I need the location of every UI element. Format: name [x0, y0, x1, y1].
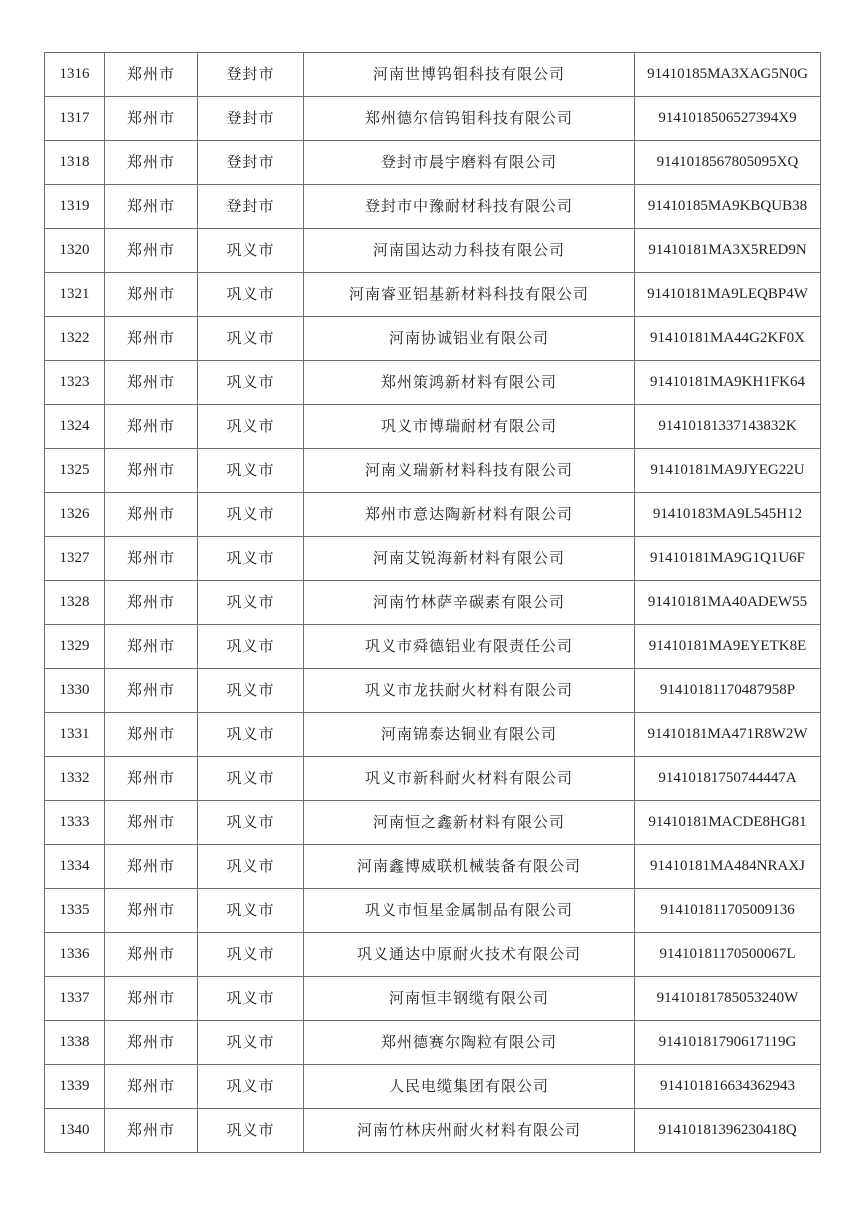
city-cell: 郑州市 — [105, 1109, 198, 1153]
company-name-cell: 河南国达动力科技有限公司 — [304, 229, 635, 273]
county-cell: 巩义市 — [198, 361, 304, 405]
credit-code-cell: 91410181170500067L — [635, 933, 821, 977]
row-number-cell: 1316 — [45, 53, 105, 97]
table-row — [45, 1021, 821, 1065]
city-cell: 郑州市 — [105, 317, 198, 361]
company-name-cell: 河南恒之鑫新材料有限公司 — [304, 801, 635, 845]
city-cell: 郑州市 — [105, 53, 198, 97]
county-cell: 巩义市 — [198, 581, 304, 625]
credit-code-cell: 91410181MACDE8HG81 — [635, 801, 821, 845]
city-cell: 郑州市 — [105, 361, 198, 405]
company-name-cell: 河南协诚铝业有限公司 — [304, 317, 635, 361]
row-number-cell: 1335 — [45, 889, 105, 933]
company-name-cell: 郑州市意达陶新材料有限公司 — [304, 493, 635, 537]
credit-code-cell: 914101816634362943 — [635, 1065, 821, 1109]
company-name-cell: 河南竹林庆州耐火材料有限公司 — [304, 1109, 635, 1153]
company-name-cell: 郑州德赛尔陶粒有限公司 — [304, 1021, 635, 1065]
city-cell: 郑州市 — [105, 801, 198, 845]
table-row — [45, 977, 821, 1021]
company-name-cell: 郑州德尔信钨钼科技有限公司 — [304, 97, 635, 141]
credit-code-cell: 91410185MA9KBQUB38 — [635, 185, 821, 229]
county-cell: 巩义市 — [198, 229, 304, 273]
city-cell: 郑州市 — [105, 757, 198, 801]
credit-code-cell: 91410181790617119G — [635, 1021, 821, 1065]
row-number-cell: 1334 — [45, 845, 105, 889]
credit-code-cell: 91410181MA3X5RED9N — [635, 229, 821, 273]
credit-code-cell: 91410181750744447A — [635, 757, 821, 801]
credit-code-cell: 91410181MA44G2KF0X — [635, 317, 821, 361]
table-row — [45, 757, 821, 801]
city-cell: 郑州市 — [105, 405, 198, 449]
company-name-cell: 巩义市新科耐火材料有限公司 — [304, 757, 635, 801]
row-number-cell: 1324 — [45, 405, 105, 449]
table-row — [45, 1109, 821, 1153]
credit-code-cell: 91410181MA9G1Q1U6F — [635, 537, 821, 581]
row-number-cell: 1328 — [45, 581, 105, 625]
company-name-cell: 巩义市恒星金属制品有限公司 — [304, 889, 635, 933]
credit-code-cell: 91410181337143832K — [635, 405, 821, 449]
table-row — [45, 229, 821, 273]
city-cell: 郑州市 — [105, 845, 198, 889]
county-cell: 巩义市 — [198, 1065, 304, 1109]
county-cell: 登封市 — [198, 97, 304, 141]
county-cell: 巩义市 — [198, 801, 304, 845]
city-cell: 郑州市 — [105, 185, 198, 229]
credit-code-cell: 91410181MA9EYETK8E — [635, 625, 821, 669]
county-cell: 巩义市 — [198, 977, 304, 1021]
company-name-cell: 巩义市博瑞耐材有限公司 — [304, 405, 635, 449]
table-row — [45, 1065, 821, 1109]
county-cell: 巩义市 — [198, 933, 304, 977]
county-cell: 巩义市 — [198, 889, 304, 933]
credit-code-cell: 91410183MA9L545H12 — [635, 493, 821, 537]
company-name-cell: 登封市晨宇磨料有限公司 — [304, 141, 635, 185]
credit-code-cell: 91410181MA40ADEW55 — [635, 581, 821, 625]
table-row — [45, 801, 821, 845]
city-cell: 郑州市 — [105, 1021, 198, 1065]
credit-code-cell: 91410181MA9JYEG22U — [635, 449, 821, 493]
company-name-cell: 河南鑫博威联机械装备有限公司 — [304, 845, 635, 889]
company-list-table — [44, 52, 821, 1153]
credit-code-cell: 91410181MA9KH1FK64 — [635, 361, 821, 405]
credit-code-cell: 91410181170487958P — [635, 669, 821, 713]
row-number-cell: 1323 — [45, 361, 105, 405]
city-cell: 郑州市 — [105, 625, 198, 669]
county-cell: 巩义市 — [198, 845, 304, 889]
table-row — [45, 889, 821, 933]
row-number-cell: 1338 — [45, 1021, 105, 1065]
company-name-cell: 人民电缆集团有限公司 — [304, 1065, 635, 1109]
company-name-cell: 河南义瑞新材料科技有限公司 — [304, 449, 635, 493]
table-row — [45, 625, 821, 669]
county-cell: 巩义市 — [198, 625, 304, 669]
table-row — [45, 141, 821, 185]
city-cell: 郑州市 — [105, 97, 198, 141]
credit-code-cell: 91410181MA9LEQBP4W — [635, 273, 821, 317]
city-cell: 郑州市 — [105, 229, 198, 273]
credit-code-cell: 91410181785053240W — [635, 977, 821, 1021]
row-number-cell: 1326 — [45, 493, 105, 537]
county-cell: 巩义市 — [198, 273, 304, 317]
company-name-cell: 河南世博钨钼科技有限公司 — [304, 53, 635, 97]
city-cell: 郑州市 — [105, 493, 198, 537]
table-row — [45, 493, 821, 537]
credit-code-cell: 91410181396230418Q — [635, 1109, 821, 1153]
city-cell: 郑州市 — [105, 581, 198, 625]
company-name-cell: 巩义通达中原耐火技术有限公司 — [304, 933, 635, 977]
county-cell: 巩义市 — [198, 405, 304, 449]
company-name-cell: 河南恒丰钢缆有限公司 — [304, 977, 635, 1021]
county-cell: 巩义市 — [198, 493, 304, 537]
table-row — [45, 361, 821, 405]
table-row — [45, 449, 821, 493]
county-cell: 巩义市 — [198, 1021, 304, 1065]
credit-code-cell: 91410181MA484NRAXJ — [635, 845, 821, 889]
credit-code-cell: 914101811705009136 — [635, 889, 821, 933]
county-cell: 巩义市 — [198, 449, 304, 493]
table-row — [45, 669, 821, 713]
county-cell: 登封市 — [198, 185, 304, 229]
company-name-cell: 郑州策鸿新材料有限公司 — [304, 361, 635, 405]
city-cell: 郑州市 — [105, 449, 198, 493]
company-name-cell: 河南睿亚铝基新材料科技有限公司 — [304, 273, 635, 317]
county-cell: 登封市 — [198, 141, 304, 185]
company-name-cell: 巩义市舜德铝业有限责任公司 — [304, 625, 635, 669]
row-number-cell: 1321 — [45, 273, 105, 317]
row-number-cell: 1339 — [45, 1065, 105, 1109]
company-name-cell: 登封市中豫耐材科技有限公司 — [304, 185, 635, 229]
row-number-cell: 1332 — [45, 757, 105, 801]
county-cell: 巩义市 — [198, 317, 304, 361]
table-row — [45, 273, 821, 317]
row-number-cell: 1318 — [45, 141, 105, 185]
row-number-cell: 1329 — [45, 625, 105, 669]
table-row — [45, 713, 821, 757]
table-row — [45, 185, 821, 229]
table-row — [45, 537, 821, 581]
table-body — [45, 53, 821, 1153]
row-number-cell: 1320 — [45, 229, 105, 273]
row-number-cell: 1340 — [45, 1109, 105, 1153]
city-cell: 郑州市 — [105, 537, 198, 581]
row-number-cell: 1322 — [45, 317, 105, 361]
table-row — [45, 53, 821, 97]
row-number-cell: 1317 — [45, 97, 105, 141]
document-page — [44, 52, 816, 1153]
county-cell: 巩义市 — [198, 1109, 304, 1153]
row-number-cell: 1337 — [45, 977, 105, 1021]
city-cell: 郑州市 — [105, 713, 198, 757]
company-name-cell: 河南艾锐海新材料有限公司 — [304, 537, 635, 581]
city-cell: 郑州市 — [105, 141, 198, 185]
row-number-cell: 1336 — [45, 933, 105, 977]
county-cell: 登封市 — [198, 53, 304, 97]
city-cell: 郑州市 — [105, 1065, 198, 1109]
credit-code-cell: 9141018506527394X9 — [635, 97, 821, 141]
row-number-cell: 1330 — [45, 669, 105, 713]
row-number-cell: 1331 — [45, 713, 105, 757]
county-cell: 巩义市 — [198, 669, 304, 713]
company-name-cell: 巩义市龙扶耐火材料有限公司 — [304, 669, 635, 713]
city-cell: 郑州市 — [105, 273, 198, 317]
credit-code-cell: 91410185MA3XAG5N0G — [635, 53, 821, 97]
table-row — [45, 317, 821, 361]
row-number-cell: 1325 — [45, 449, 105, 493]
company-name-cell: 河南锦泰达铜业有限公司 — [304, 713, 635, 757]
table-row — [45, 933, 821, 977]
table-row — [45, 405, 821, 449]
city-cell: 郑州市 — [105, 933, 198, 977]
county-cell: 巩义市 — [198, 713, 304, 757]
company-name-cell: 河南竹林萨辛碳素有限公司 — [304, 581, 635, 625]
county-cell: 巩义市 — [198, 537, 304, 581]
city-cell: 郑州市 — [105, 889, 198, 933]
county-cell: 巩义市 — [198, 757, 304, 801]
city-cell: 郑州市 — [105, 669, 198, 713]
city-cell: 郑州市 — [105, 977, 198, 1021]
credit-code-cell: 9141018567805095XQ — [635, 141, 821, 185]
credit-code-cell: 91410181MA471R8W2W — [635, 713, 821, 757]
row-number-cell: 1327 — [45, 537, 105, 581]
table-row — [45, 581, 821, 625]
table-row — [45, 97, 821, 141]
row-number-cell: 1333 — [45, 801, 105, 845]
table-row — [45, 845, 821, 889]
row-number-cell: 1319 — [45, 185, 105, 229]
